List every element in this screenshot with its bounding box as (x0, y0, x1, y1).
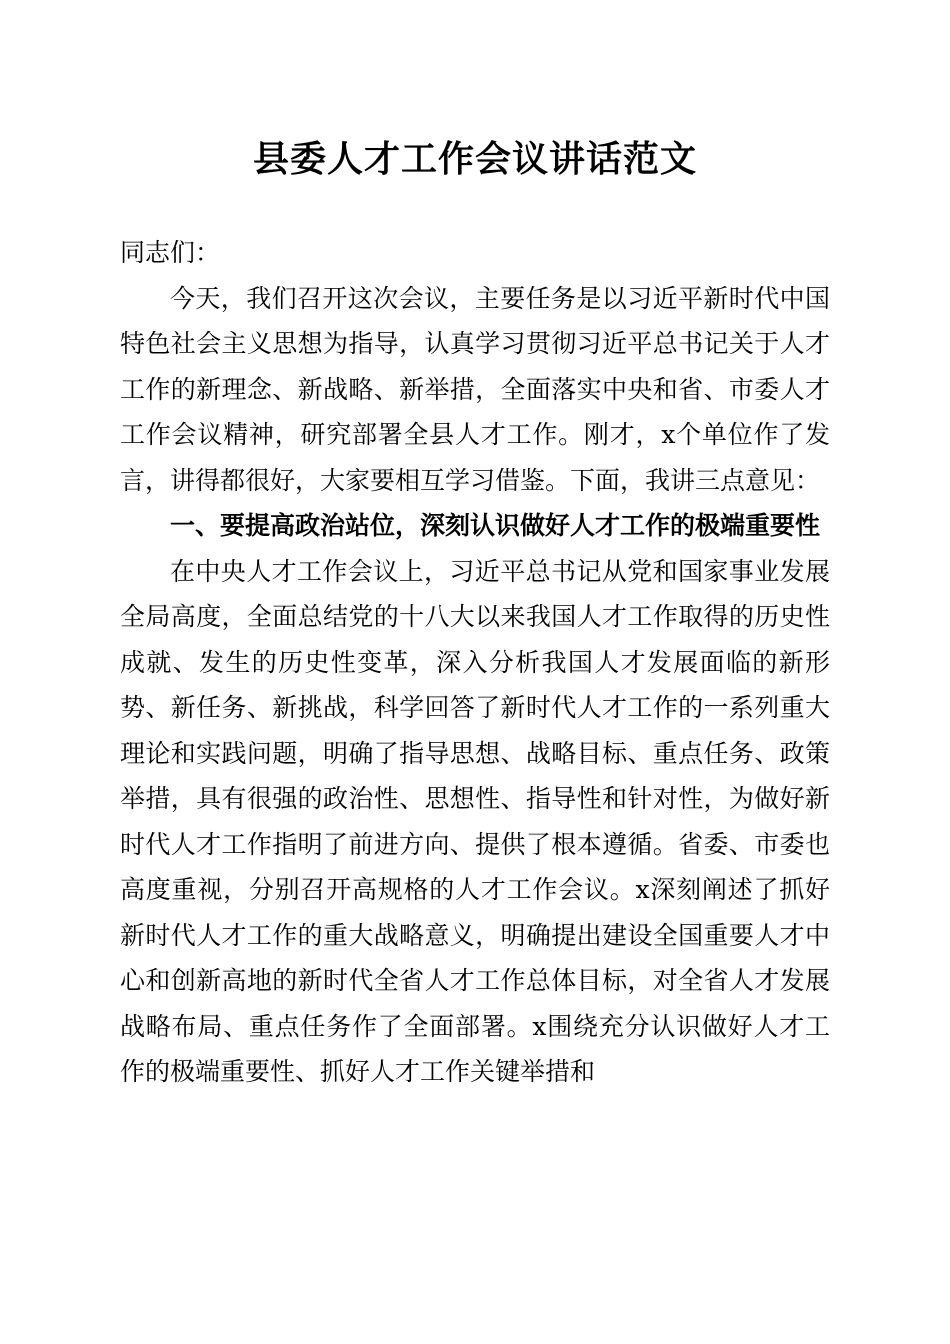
intro-paragraph: 今天，我们召开这次会议，主要任务是以习近平新时代中国特色社会主义思想为指导，认真学习贯彻习近平总书记关于人才工作的新理念、新战略、新举措，全面落实中央和省、市委人才工作会议精神，研究部署全县人才工作。刚才，x个单位作了发言，讲得都很好，大家要相互学习借鉴。下面，我讲三点意见： (120, 283, 830, 495)
document-body (120, 230, 830, 1095)
document-title: 县委人才工作会议讲话范文 (252, 138, 697, 180)
section-1-paragraph: 在中央人才工作会议上，习近平总书记从党和国家事业发展全局高度，全面总结党的十八大以来我国人才工作取得的历史性成就、发生的历史性变革，深入分析我国人才发展面临的新形势、新任务、新挑战，科学回答了新时代人才工作的一系列重大理论和实践问题，明确了指导思想、战略目标、重点任务、政策举措，具有很强的政治性、思想性、指导性和针对性，为做好新时代人才工作指明了前进方向、提供了根本遵循。省委、市委也高度重视，分别召开高规格的人才工作会议。x深刻阐述了抓好新时代人才工作的重大战略意义，明确提出建设全国重要人才中心和创新高地的新时代全省人才工作总体目标，对全省人才发展战略布局、重点任务作了全面部署。x围绕充分认识做好人才工作的极端重要性、抓好人才工作关键举措和 (120, 556, 830, 1086)
salutation: 同志们： (120, 238, 221, 267)
section-heading-1: 一、要提高政治站位，深刻认识做好人才工作的极端重要性 (170, 511, 821, 540)
